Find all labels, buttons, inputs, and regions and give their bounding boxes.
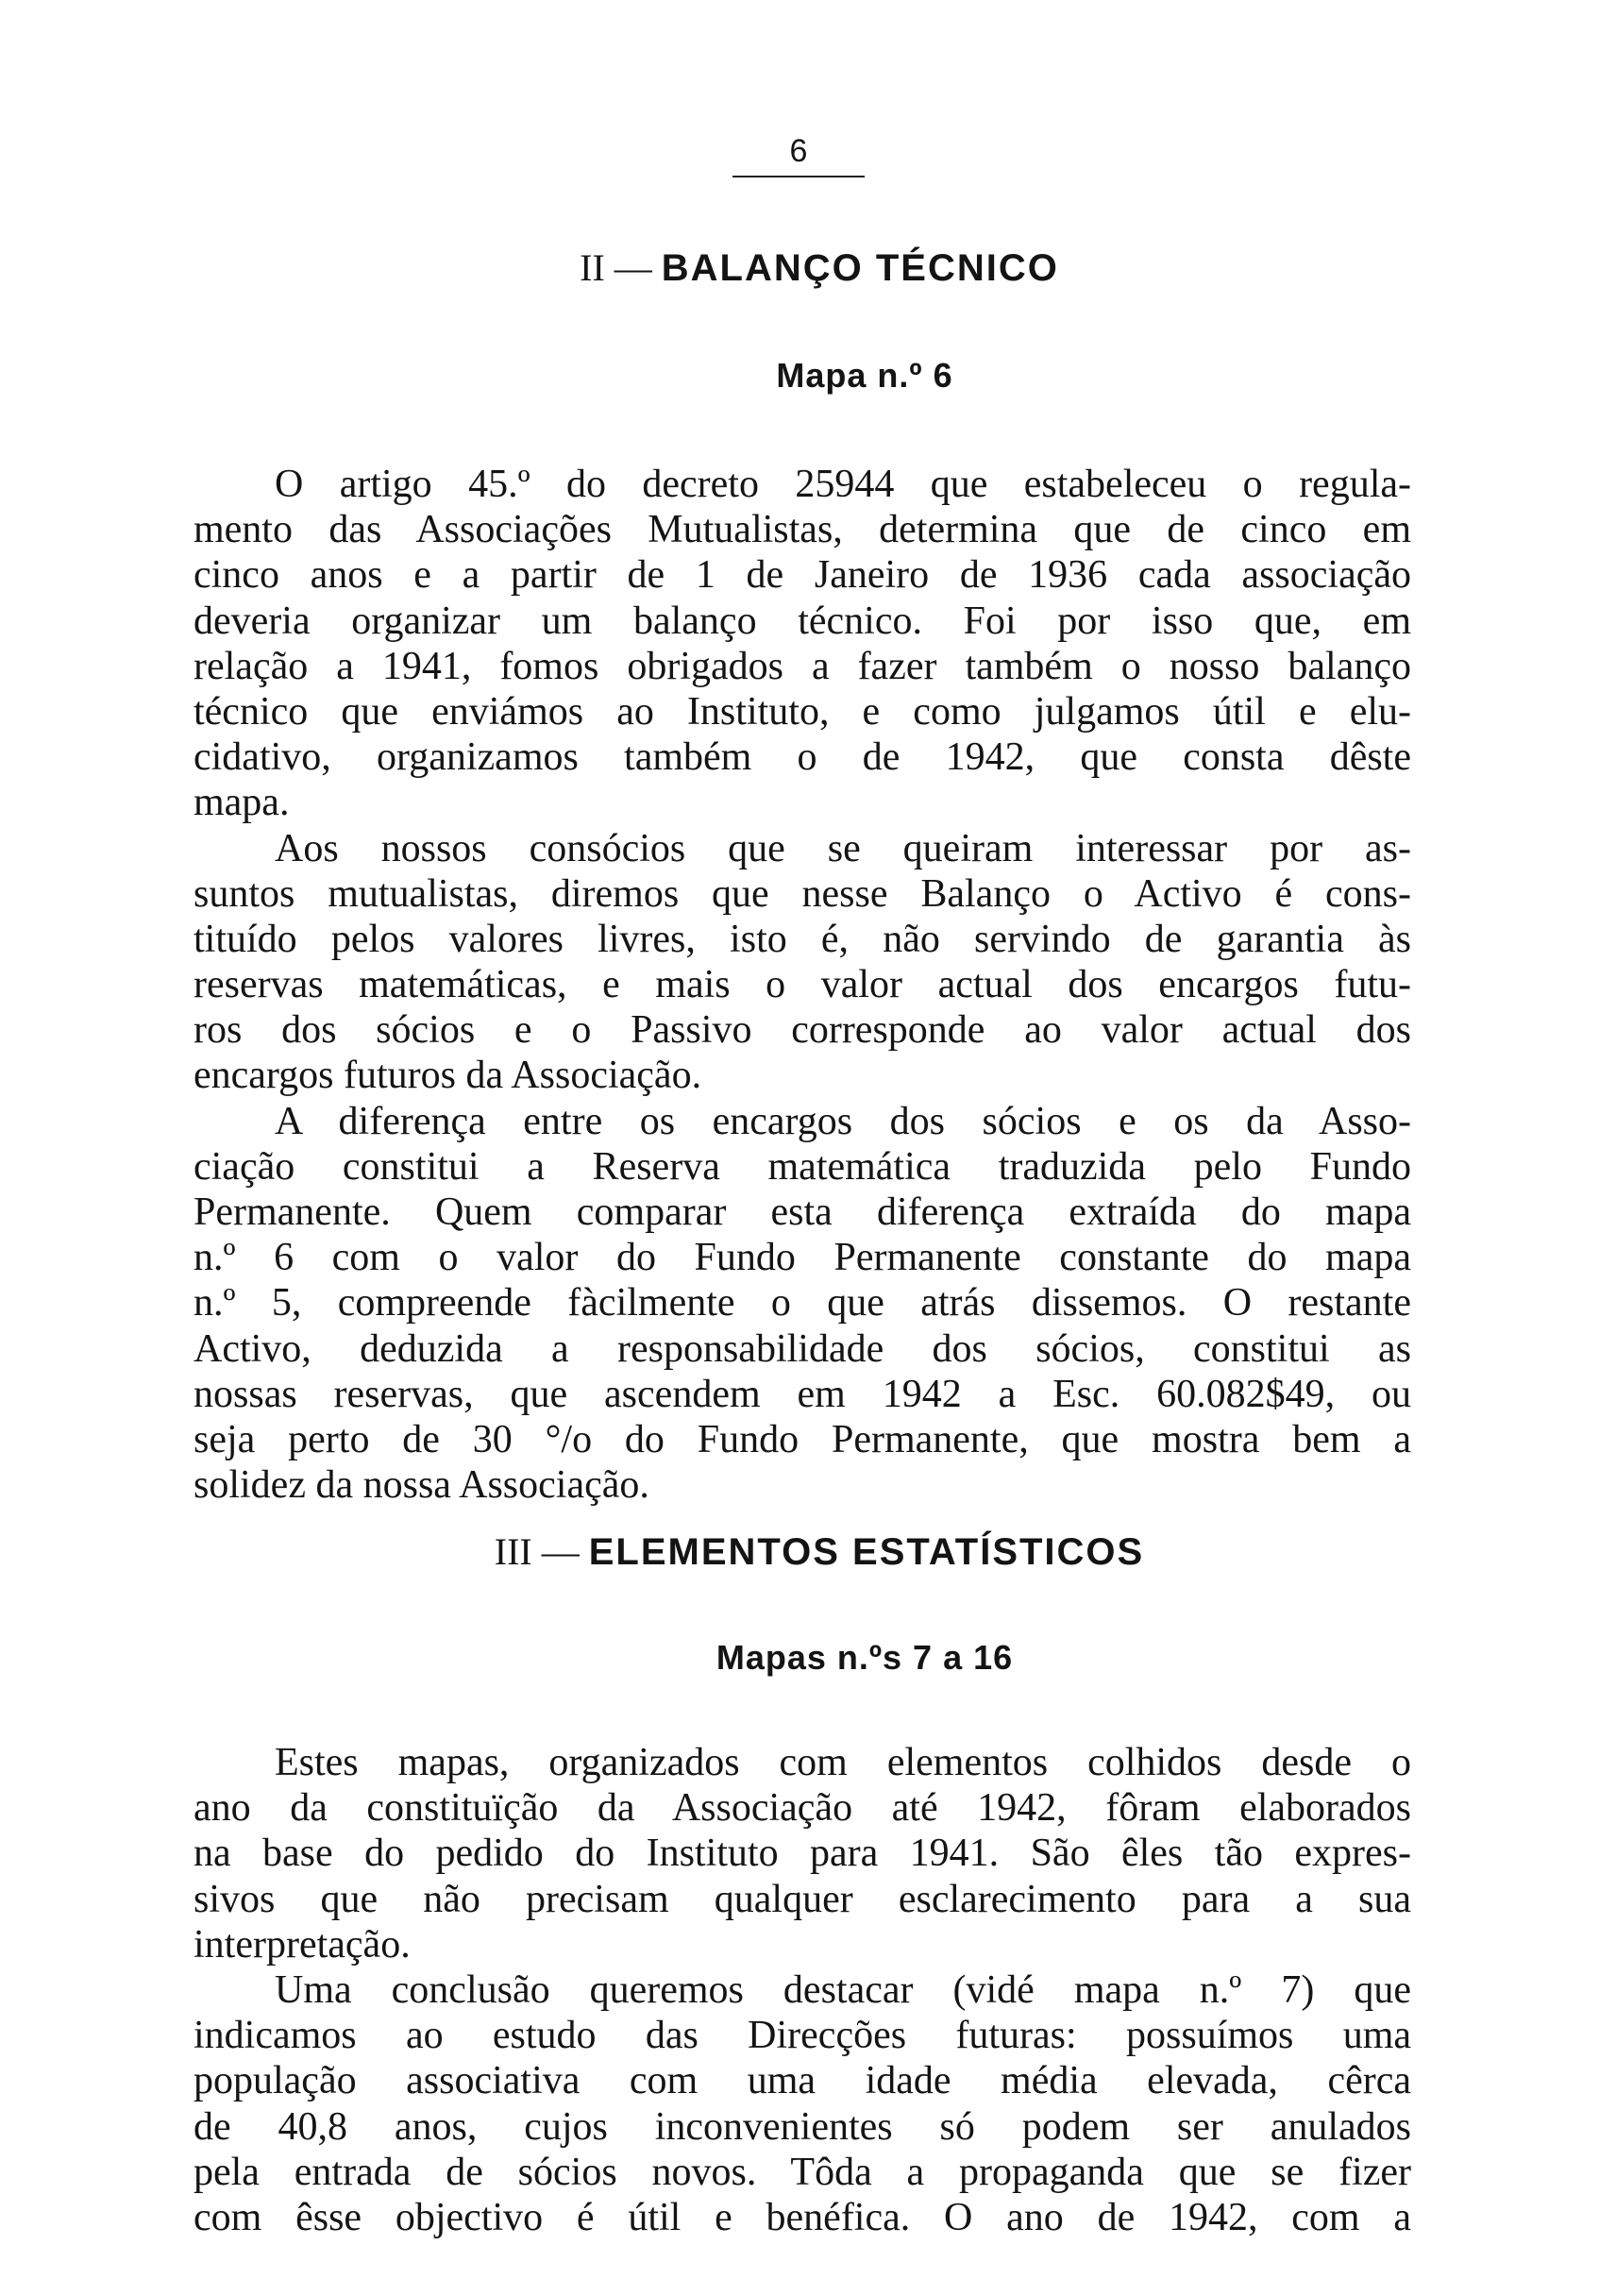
text-line: Uma conclusão queremos destacar (vidé mapa n.º 7) que: [275, 1967, 1411, 2012]
text-line: tituído pelos valores livres, isto é, não servindo de garantia às: [194, 917, 1411, 961]
text-line: cinco anos e a partir de 1 de Janeiro de 1936 cada associação: [194, 553, 1411, 598]
text-line: mento das Associações Mutualistas, determina que de cinco em: [194, 508, 1411, 552]
section-2-roman: II —: [580, 246, 662, 289]
text-line: cidativo, organizamos também o de 1942, que consta dêste: [194, 735, 1411, 780]
text-line: nossas reservas, que ascendem em 1942 a Esc. 60.082$49, ou: [194, 1372, 1411, 1416]
section-3-subtitle: Mapas n.ºs 7 a 16: [715, 1638, 1014, 1677]
text-line: suntos mutualistas, diremos que nesse Balanço o Activo é cons-: [194, 871, 1411, 916]
text-line: na base do pedido do Instituto para 1941. São êles tão expres-: [194, 1832, 1411, 1876]
text-line: reservas matemáticas, e mais o valor actual dos encargos futu-: [194, 963, 1411, 1007]
section-2-subtitle: Mapa n.º 6: [776, 356, 953, 395]
text-line: A diferença entre os encargos dos sócios e os da Asso-: [275, 1099, 1411, 1143]
text-line: n.º 6 com o valor do Fundo Permanente constante do mapa: [194, 1236, 1411, 1280]
text-line: com êsse objectivo é útil e benéfica. O ano de 1942, com a: [194, 2195, 1411, 2239]
text-line: ros dos sócios e o Passivo corresponde ao valor actual dos: [194, 1008, 1411, 1053]
text-line: pela entrada de sócios novos. Tôda a propaganda que se fizer: [194, 2150, 1411, 2194]
text-line: Activo, deduzida a responsabilidade dos sócios, constitui as: [194, 1326, 1411, 1371]
page-number-rule: [732, 176, 865, 177]
text-line: Permanente. Quem comparar esta diferença extraída do mapa: [194, 1190, 1411, 1234]
text-line: Aos nossos consócios que se queiram interessar por as-: [275, 826, 1411, 870]
section-3-title: ELEMENTOS ESTATÍSTICOS: [588, 1531, 1145, 1573]
text-line: seja perto de 30 °/o do Fundo Permanente, que mostra bem a: [194, 1417, 1411, 1461]
section-3-body: [194, 1740, 1411, 2240]
text-line: O artigo 45.º do decreto 25944 que estabeleceu o regula-: [275, 463, 1411, 506]
section-3-roman: III —: [494, 1530, 589, 1573]
text-line: mapa.: [194, 781, 290, 825]
text-line: interpretação.: [194, 1922, 411, 1967]
page-number: 6: [789, 133, 808, 169]
section-2-heading: [0, 245, 1616, 291]
text-line: deveria organizar um balanço técnico. Foi por isso que, em: [194, 599, 1411, 643]
section-3-heading: [0, 1529, 1616, 1575]
text-line: indicamos ao estudo das Direcções futuras: possuímos uma: [194, 2014, 1411, 2058]
section-2-title: BALANÇO TÉCNICO: [661, 247, 1059, 289]
text-line: encargos futuros da Associação.: [194, 1054, 702, 1098]
text-line: n.º 5, compreende fàcilmente o que atrás dissemos. O restante: [194, 1281, 1411, 1325]
text-line: de 40,8 anos, cujos inconvenientes só podem ser anulados: [194, 2104, 1411, 2149]
text-line: relação a 1941, fomos obrigados a fazer também o nosso balanço: [194, 644, 1411, 688]
text-line: Estes mapas, organizados com elementos colhidos desde o: [275, 1741, 1411, 1784]
text-line: população associativa com uma idade média elevada, cêrca: [194, 2059, 1411, 2103]
section-2-body: [194, 462, 1411, 1508]
text-line: ciação constitui a Reserva matemática traduzida pelo Fundo: [194, 1144, 1411, 1189]
text-line: técnico que enviámos ao Instituto, e como julgamos útil e elu-: [194, 689, 1411, 734]
text-line: sivos que não precisam qualquer esclarecimento para a sua: [194, 1877, 1411, 1921]
text-line: ano da constituïção da Associação até 1942, fôram elaborados: [194, 1786, 1411, 1831]
text-line: solidez da nossa Associação.: [194, 1463, 649, 1508]
